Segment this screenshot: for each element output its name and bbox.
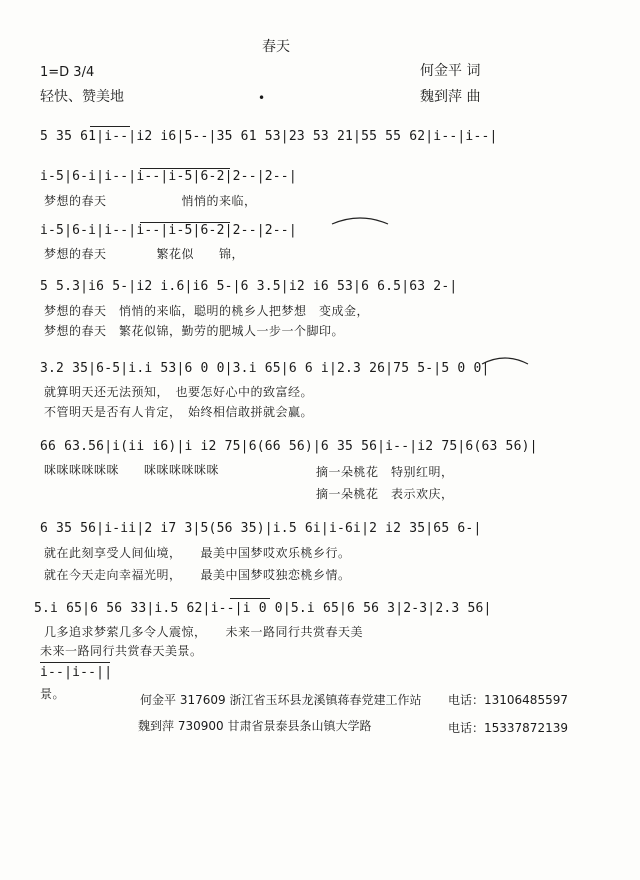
lyric-line-13: 未来一路同行共赏春天美景。 bbox=[40, 644, 203, 658]
lyric-line-8: 摘一朵桃花 特别红明， bbox=[316, 465, 454, 479]
notation-line-8: 5.i 65|6 56 33|i.5 62|i--|i 0 0|5.i 65|6 56 3|2-3|2.3 56| bbox=[34, 601, 492, 616]
notation-line-4: 5 5.3|i6 5-|i2 i.6|i6 5-|6 3.5|i2 i6 53|6 6.5|63 2-| bbox=[40, 279, 458, 294]
composer-contact: 魏到萍 730900 甘肃省景泰县条山镇大学路 bbox=[138, 719, 372, 733]
lyric-line-4: 梦想的春天 繁花似锦，勤劳的肥城人一步一个脚印。 bbox=[44, 324, 345, 338]
beam-line bbox=[90, 126, 130, 127]
lyric-line-2: 梦想的春天 繁花似 锦， bbox=[44, 247, 245, 261]
key-signature: 1=D 3/4 bbox=[40, 65, 95, 80]
slur-arc bbox=[330, 212, 390, 226]
notation-line-2: i-5|6-i|i--|i--|i-5|6-2|2--|2--| bbox=[40, 169, 297, 184]
lyric-line-9: 摘一朵桃花 表示欢庆， bbox=[316, 487, 454, 501]
lyricist-credit: 何金平 词 bbox=[420, 63, 481, 79]
lyric-line-14: 景。 bbox=[40, 687, 66, 701]
notation-line-9: i--|i--|| bbox=[40, 665, 113, 680]
lyric-line-5: 就算明天还无法预知， 也要怎好心中的致富经。 bbox=[44, 385, 314, 399]
notation-line-3: i-5|6-i|i--|i--|i-5|6-2|2--|2--| bbox=[40, 223, 297, 238]
composer-phone: 电话：15337872139 bbox=[448, 721, 568, 735]
composer-credit: 魏到萍 曲 bbox=[420, 89, 481, 105]
notation-line-5: 3.2 35|6-5|i.i 53|6 0 0|3.i 65|6 6 i|2.3 26|75 5-|5 0 0| bbox=[40, 361, 490, 376]
song-title: 春天 bbox=[262, 39, 290, 55]
lyric-line-10: 就在此刻享受人间仙境， 最美中国梦哎欢乐桃乡行。 bbox=[44, 546, 351, 560]
lyric-line-1: 梦想的春天 悄悄的来临， bbox=[44, 194, 257, 208]
lyricist-phone: 电话：13106485597 bbox=[448, 693, 568, 707]
lyric-line-12: 几多追求梦萦几多令人震惊， 未来一路同行共赏春天美 bbox=[44, 625, 364, 639]
separator-dot: • bbox=[258, 91, 266, 105]
lyric-line-6: 不管明天是否有人肯定， 始终相信敢拼就会赢。 bbox=[44, 405, 314, 419]
lyric-line-3: 梦想的春天 悄悄的来临，聪明的桃乡人把梦想 变成金， bbox=[44, 304, 370, 318]
tie-line bbox=[230, 598, 270, 599]
lyric-line-7: 咪咪咪咪咪咪 咪咪咪咪咪咪 bbox=[44, 463, 220, 477]
lyric-line-11: 就在今天走向幸福光明， 最美中国梦哎独恋桃乡情。 bbox=[44, 568, 351, 582]
tie-line bbox=[40, 662, 110, 663]
notation-line-7: 6 35 56|i-ii|2 i7 3|5(56 35)|i.5 6i|i-6i|2 i2 35|65 6-| bbox=[40, 521, 482, 536]
notation-line-6: 66 63.56|i(ii i6)|i i2 75|6(66 56)|6 35 56|i--|i2 75|6(63 56)| bbox=[40, 439, 538, 454]
lyricist-contact: 何金平 317609 浙江省玉环县龙溪镇蒋春党建工作站 bbox=[140, 693, 422, 707]
tempo-marking: 轻快、赞美地 bbox=[40, 89, 124, 105]
notation-line-1: 5 35 61|i--|i2 i6|5--|35 61 53|23 53 21|55 55 62|i--|i--| bbox=[40, 129, 498, 144]
